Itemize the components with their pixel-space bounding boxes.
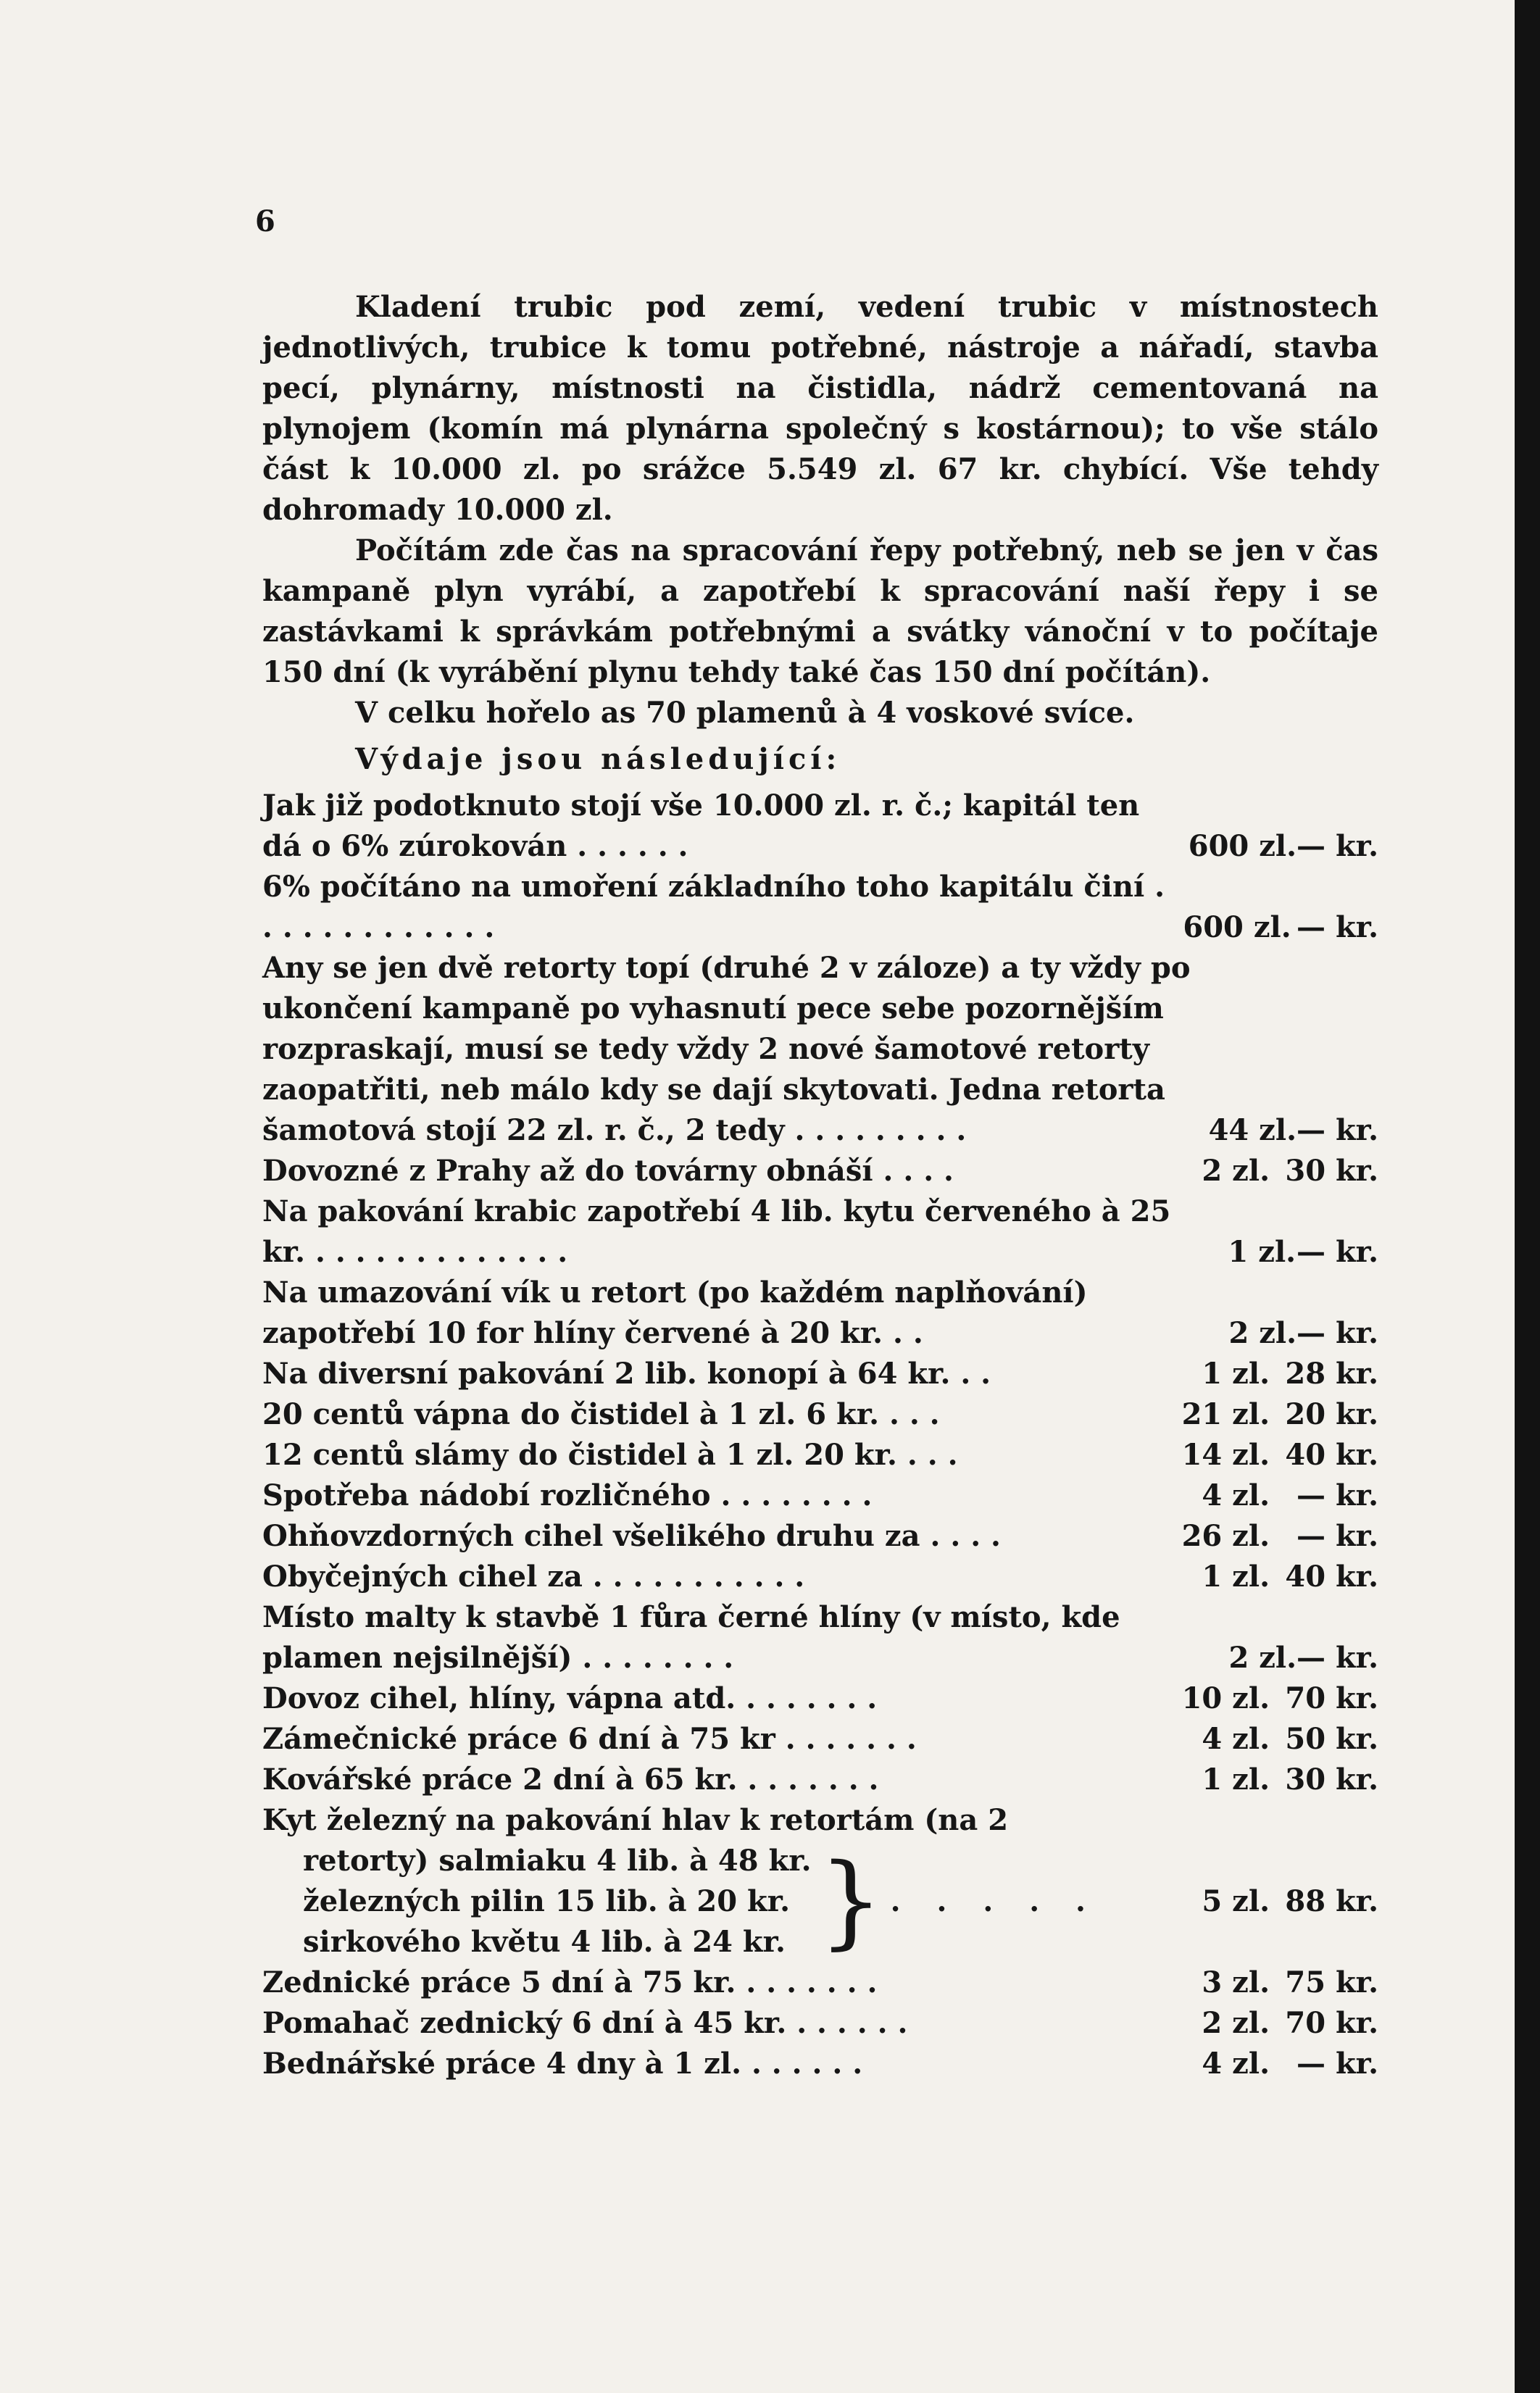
ledger-description: Kovářské práce 2 dní à 65 kr. . . . . . . .: [262, 1763, 879, 1797]
ledger-row: [262, 1719, 1378, 1760]
ledger-kr: 50 kr.: [1285, 1722, 1378, 1756]
kit-item: sirkového květu 4 lib. à 24 kr.: [303, 1925, 786, 1959]
ledger-zl: 4 zl.: [1202, 2047, 1270, 2081]
ledger-kr: — kr.: [1296, 829, 1378, 863]
ledger-zl: 1 zl.: [1202, 1357, 1270, 1391]
page-number: 6: [255, 204, 275, 238]
ledger-row: [262, 1435, 1378, 1476]
ledger-zl: 1 zl.: [1228, 1235, 1296, 1269]
ledger-row: [262, 948, 1378, 1151]
kit-items: [262, 1841, 812, 1963]
ledger-zl: 2 zl.: [1228, 1316, 1297, 1350]
scan-edge: [1515, 0, 1540, 2393]
ledger-kr: 40 kr.: [1285, 1438, 1378, 1472]
ledger-zl: 4 zl.: [1202, 1478, 1270, 1512]
paragraph-campaign: Počítám zde čas na spracování řepy potřebný, neb se jen v čas kampaně plyn vyrábí, a zapotřebí k spracování naší řepy i se zastávkami k správkám potřebnými a svátky vánoční v to počítaje 150 dní (k vyrábění plynu tehdy také čas 150 dní počítán).: [262, 533, 1378, 689]
ledger-description: 20 centů vápna do čistidel à 1 zl. 6 kr. . . .: [262, 1397, 940, 1431]
kit-head: Kyt železný na pakování hlav k retortám (na 2: [262, 1803, 1009, 1837]
ledger-row: [262, 1476, 1378, 1516]
ledger-description: Zámečnické práce 6 dní à 75 kr . . . . . . .: [262, 1722, 917, 1756]
ledger-kr: 40 kr.: [1285, 1560, 1378, 1594]
ledger-kr: 30 kr.: [1285, 1154, 1378, 1188]
ledger-row: [262, 1394, 1378, 1435]
ledger-description: Na diversní pakování 2 lib. konopí à 64 kr. . .: [262, 1357, 991, 1391]
kit-item: železných pilin 15 lib. à 20 kr.: [303, 1884, 791, 1918]
page-body: [262, 287, 1378, 2084]
paragraph-construction: Kladení trubic pod zemí, vedení trubic v místnostech jednotlivých, trubice k tomu potřebné, nástroje a nářadí, stavba pecí, plynárny, místnosti na čistidla, nádrž cementovaná na plynojem (komín má plynárna společný s kostárnou); to vše stálo část k 10.000 zl. po srážce 5.549 zl. 67 kr. chybící. Vše tehdy dohromady 10.000 zl.: [262, 290, 1378, 527]
ledger-row: [262, 1191, 1378, 1273]
ledger-row: [262, 1597, 1378, 1678]
ledger-row: [262, 1516, 1378, 1557]
ledger-kr: — kr.: [1296, 1113, 1378, 1147]
kit-row: [262, 1841, 1378, 1963]
kit-kr: 88 kr.: [1285, 1884, 1378, 1918]
ledger-description: Místo malty k stavbě 1 fůra černé hlíny (v místo, kde plamen nejsilnější) . . . . . . . .: [262, 1600, 1120, 1675]
ledger-description: Spotřeba nádobí rozličného . . . . . . . .: [262, 1478, 873, 1512]
ledger-kr: 75 kr.: [1285, 1965, 1378, 1999]
ledger-description: Na umazování vík u retort (po každém naplňování) zapotřebí 10 for hlíny červené à 20 kr. . .: [262, 1275, 1088, 1350]
ledger-description: 12 centů slámy do čistidel à 1 zl. 20 kr. . . .: [262, 1438, 958, 1472]
ledger-kr: 20 kr.: [1285, 1397, 1378, 1431]
expense-ledger: [262, 786, 1378, 2084]
ledger-kr: — kr.: [1296, 1519, 1378, 1553]
ledger-kr: — kr.: [1296, 2047, 1378, 2081]
ledger-zl: 10 zl.: [1181, 1681, 1270, 1715]
ledger-kr: 28 kr.: [1285, 1357, 1378, 1391]
ledger-zl: 2 zl.: [1228, 1641, 1297, 1675]
ledger-description: Na pakování krabic zapotřebí 4 lib. kytu červeného à 25 kr. . . . . . . . . . . . . .: [262, 1194, 1171, 1269]
ledger-row: [262, 786, 1378, 867]
ledger-row: [262, 1273, 1378, 1354]
ledger-row: [262, 1963, 1378, 2003]
ledger-row: [262, 1151, 1378, 1191]
ledger-zl: 2 zl.: [1202, 1154, 1270, 1188]
ledger-row: [262, 2044, 1378, 2084]
ledger-kr: — kr.: [1296, 1235, 1378, 1269]
ledger-description: Any se jen dvě retorty topí (druhé 2 v záloze) a ty vždy po ukončení kampaně po vyhasnutí pece sebe pozornějším rozpraskají, musí se tedy vždy 2 nové šamotové retorty zaopatřiti, neb málo kdy se dají skytovati. Jedna retorta šamotová stojí 22 zl. r. č., 2 tedy . . . . . . . . .: [262, 951, 1191, 1147]
ledger-description: Dovozné z Prahy až do továrny obnáší . . . .: [262, 1154, 954, 1188]
ledger-zl: 600 zl.: [1188, 829, 1297, 863]
ledger-zl: 26 zl.: [1181, 1519, 1270, 1553]
ledger-row: [262, 1557, 1378, 1597]
ledger-kr: — kr.: [1296, 1478, 1378, 1512]
ledger-row: [262, 2003, 1378, 2044]
ledger-zl: 1 zl.: [1202, 1763, 1270, 1797]
ledger-description: Ohňovzdorných cihel všelikého druhu za . . . .: [262, 1519, 1001, 1553]
ledger-kr: 30 kr.: [1285, 1763, 1378, 1797]
kit-brace: }: [818, 1842, 883, 1960]
ledger-row: [262, 1760, 1378, 1800]
ledger-zl: 2 zl.: [1202, 2006, 1270, 2040]
paragraph-flames: V celku hořelo as 70 plamenů à 4 voskové svíce.: [355, 696, 1135, 730]
ledger-zl: 1 zl.: [1202, 1560, 1270, 1594]
ledger-kr: — kr.: [1296, 910, 1379, 944]
kit-zl: 5 zl.: [1202, 1884, 1270, 1918]
ledger-kr: 70 kr.: [1285, 2006, 1378, 2040]
ledger-zl: 4 zl.: [1202, 1722, 1270, 1756]
ledger-description: Dovoz cihel, hlíny, vápna atd. . . . . . . .: [262, 1681, 878, 1715]
ledger-kr: 70 kr.: [1285, 1681, 1378, 1715]
kit-brace-group: [262, 1841, 1132, 1963]
kit-dots: . . . . .: [890, 1884, 1099, 1918]
ledger-description: Zednické práce 5 dní à 75 kr. . . . . . . .: [262, 1965, 878, 1999]
intro-paragraphs: [262, 287, 1378, 733]
ledger-description: Jak již podotknuto stojí vše 10.000 zl. r. č.; kapitál ten dá o 6% zúrokován . . . . . .: [262, 788, 1140, 863]
ledger-description: 6% počítáno na umoření základního toho kapitálu činí . . . . . . . . . . . . .: [262, 870, 1165, 944]
ledger-zl: 3 zl.: [1202, 1965, 1270, 1999]
ledger-zl: 14 zl.: [1181, 1438, 1270, 1472]
ledger-kr: — kr.: [1296, 1316, 1378, 1350]
ledger-description: Bednářské práce 4 dny à 1 zl. . . . . . .: [262, 2047, 863, 2081]
ledger-row: [262, 1354, 1378, 1394]
ledger-zl: 600 zl.: [1183, 910, 1291, 944]
ledger-description: Obyčejných cihel za . . . . . . . . . . .: [262, 1560, 805, 1594]
ledger-zl: 44 zl.: [1208, 1113, 1297, 1147]
expenses-heading: Výdaje jsou následující:: [355, 742, 841, 776]
ledger-zl: 21 zl.: [1181, 1397, 1270, 1431]
ledger-row: [262, 867, 1378, 948]
ledger-row: [262, 1678, 1378, 1719]
ledger-kr: — kr.: [1296, 1641, 1378, 1675]
kit-entry: [262, 1800, 1378, 1963]
ledger-description: Pomahač zednický 6 dní à 45 kr. . . . . . .: [262, 2006, 908, 2040]
kit-item: retorty) salmiaku 4 lib. à 48 kr.: [303, 1844, 812, 1878]
